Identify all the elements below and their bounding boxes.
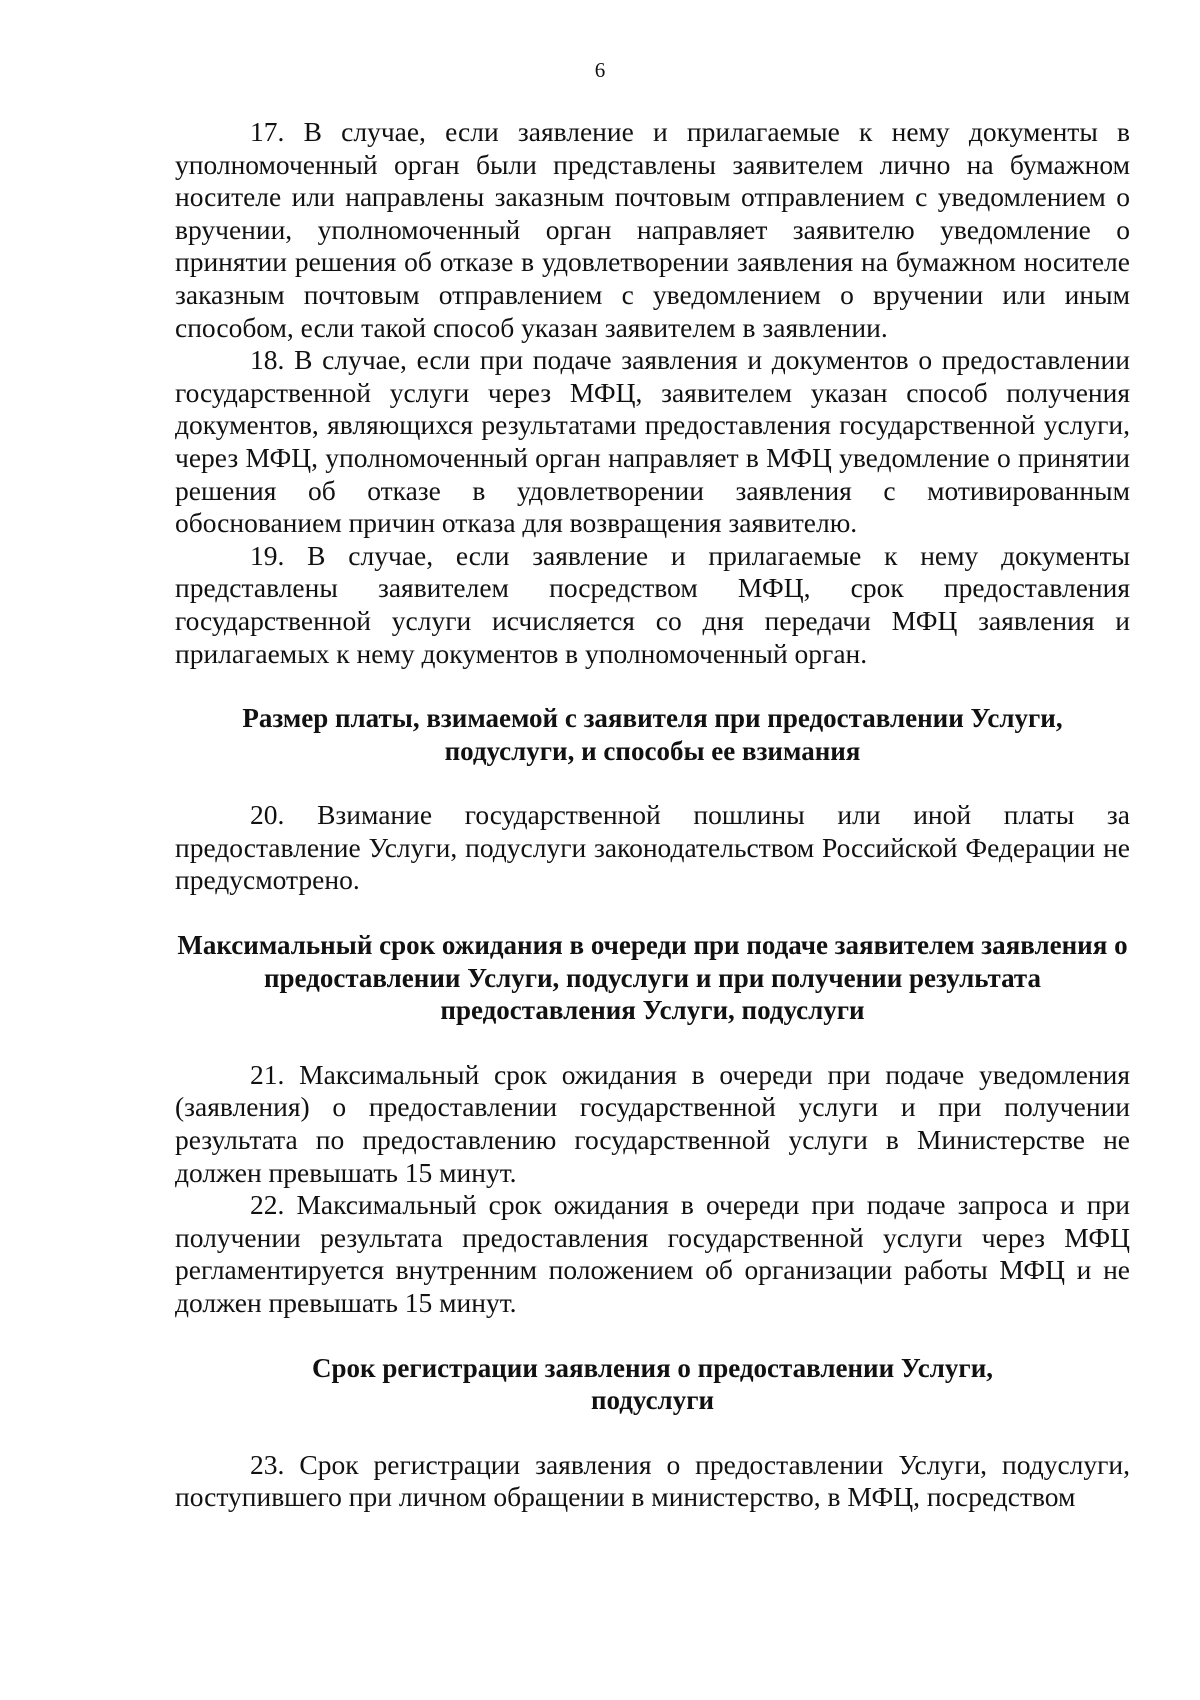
document-body bbox=[175, 116, 1130, 1514]
section-heading-registration: Срок регистрации заявления о предоставлении Услуги, подуслуги bbox=[312, 1352, 993, 1416]
paragraph-20: 20. Взимание государственной пошлины или иной платы за предоставление Услуги, подуслуги законодательством Российской Федерации не предусмотрено. bbox=[175, 799, 1130, 896]
paragraph-22: 22. Максимальный срок ожидания в очереди при подаче запроса и при получении результата предоставления государственной услуги через МФЦ регламентируется внутренним положением об организации работы МФЦ и не должен превышать 15 минут. bbox=[175, 1189, 1130, 1318]
section-heading-waiting-time: Максимальный срок ожидания в очереди при подаче заявителем заявления о предоставлении Услуги, подуслуги и при получении результата предоставления Услуги, подуслуги bbox=[177, 930, 1128, 1026]
section-heading-fee: Размер платы, взимаемой с заявителя при предоставлении Услуги, подуслуги, и способы ее взимания bbox=[242, 703, 1063, 766]
paragraph-21: 21. Максимальный срок ожидания в очереди при подаче уведомления (заявления) о предоставлении государственной услуги и при получении результата по предоставлению государственной услуги в Министерстве не должен превышать 15 минут. bbox=[175, 1058, 1130, 1188]
paragraph-23: 23. Срок регистрации заявления о предоставлении Услуги, подуслуги, поступившего при личном обращении в министерство, в МФЦ, посредством bbox=[175, 1448, 1130, 1513]
paragraph-18: 18. В случае, если при подаче заявления и документов о предоставлении государственной услуги через МФЦ, заявителем указан способ получения документов, являющихся результатами предоставления государственной услуги, через МФЦ, уполномоченный орган направляет в МФЦ уведомление о принятии решения об отказе в удовлетворении заявления с мотивированным обоснованием причин отказа для возвращения заявителю. bbox=[175, 344, 1130, 539]
paragraph-17: 17. В случае, если заявление и прилагаемые к нему документы в уполномоченный орган были представлены заявителем лично на бумажном носителе или направлены заказным почтовым отправлением с уведомлением о вручении, уполномоченный орган направляет заявителю уведомление о принятии решения об отказе в удовлетворении заявления на бумажном носителе заказным почтовым отправлением с уведомлением о вручении или иным способом, если такой способ указан заявителем в заявлении. bbox=[175, 116, 1130, 343]
paragraph-19: 19. В случае, если заявление и прилагаемые к нему документы представлены заявителем посредством МФЦ, срок предоставления государственной услуги исчисляется со дня передачи МФЦ заявления и прилагаемых к нему документов в уполномоченный орган. bbox=[175, 539, 1130, 669]
page-number: 6 bbox=[594, 58, 606, 82]
